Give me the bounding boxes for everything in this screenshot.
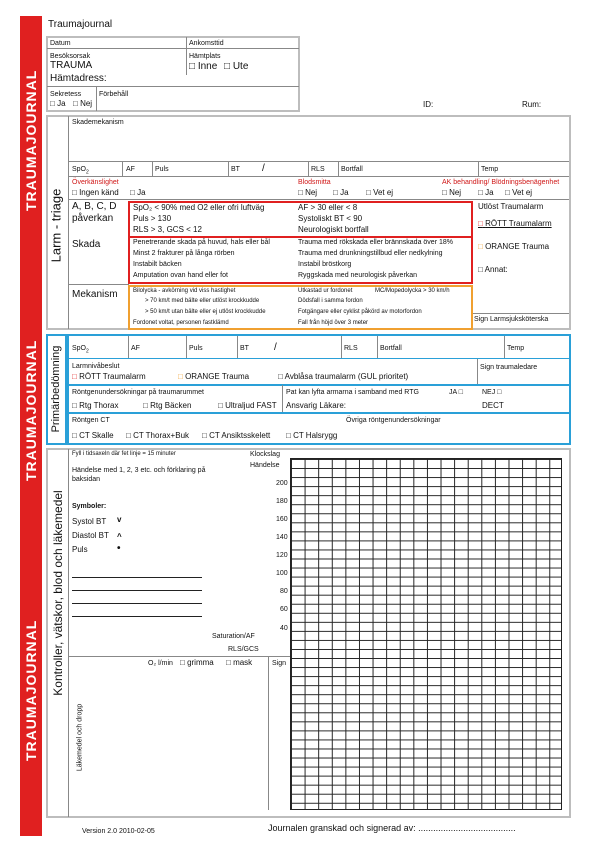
ct-ansikte-label: CT Ansiktsskelett xyxy=(209,431,271,440)
ingen-kand-label: Ingen känd xyxy=(79,188,119,197)
lyfta-nej-label: NEJ xyxy=(482,389,496,396)
avblasa-checkbox[interactable]: □ Avblåsa traumalarm (GUL prioritet) xyxy=(278,372,409,381)
mekanism-label: Mekanism xyxy=(72,289,118,300)
rtg-thorax-checkbox[interactable]: □ Rtg Thorax xyxy=(72,401,119,410)
y-tick-120: 120 xyxy=(276,552,288,559)
triage-rls-label: RLS xyxy=(311,166,325,173)
page-title: Traumajournal xyxy=(48,19,113,30)
sekretess-ja-checkbox[interactable]: □ Ja xyxy=(50,99,66,108)
handelse-note: Händelse med 1, 2, 3 etc. och förklaring på baksidan xyxy=(72,467,206,484)
rontgen-undersokningar-label: Röntgenundersökningar på traumarummet xyxy=(72,389,204,396)
mek-right-2[interactable]: Fall från höjd över 3 meter xyxy=(298,320,369,326)
diastol-symbol: ^ xyxy=(117,532,122,541)
strip-title-bottom: TRAUMAJOURNAL xyxy=(23,619,39,761)
utlost-traumalarm-label: Utlöst Traumalarm xyxy=(478,202,544,211)
skada-right-0[interactable]: Trauma med rökskada eller brännskada över 18% xyxy=(298,239,453,246)
ct-hals-checkbox[interactable]: □ CT Halsrygg xyxy=(286,431,338,440)
ute-checkbox[interactable]: □ Ute xyxy=(224,61,249,72)
triage-bortfall-label: Bortfall xyxy=(341,166,363,173)
triage-af-label: AF xyxy=(126,166,135,173)
ak-behandling-label: AK behandling/ Blödningsbenägenhet xyxy=(442,179,560,186)
ansvarig-lakare-label: Ansvarig Läkare: xyxy=(286,401,347,410)
skada-right-1[interactable]: Trauma med drunkningstillbud eller nedkylning xyxy=(298,250,443,257)
primar-rott-checkbox[interactable]: □ RÖTT Traumalarm xyxy=(72,372,146,381)
sekretess-label: Sekretess xyxy=(50,91,82,98)
skada-left-0[interactable]: Penetrerande skada på huvud, hals eller bål xyxy=(133,239,270,246)
primar-spo2-label: SpO$_2$ xyxy=(72,345,89,355)
ultraljud-checkbox[interactable]: □ Ultraljud FAST xyxy=(218,401,277,410)
lyfta-ja-label: JA xyxy=(449,389,457,396)
y-tick-200: 200 xyxy=(276,480,288,487)
inne-label: Inne xyxy=(197,61,218,72)
sign-traumaledare-label: Sign traumaledare xyxy=(480,364,538,371)
mask-label: mask xyxy=(233,658,253,667)
avblasa-label: Avblåsa traumalarm (GUL prioritet) xyxy=(284,372,409,381)
datum-label: Datum xyxy=(50,40,71,47)
blodsmitta-vetej-label: Vet ej xyxy=(373,188,394,197)
blodsmitta-nej-checkbox[interactable]: □ Nej xyxy=(298,188,318,197)
primar-puls-label: Puls xyxy=(189,345,203,352)
sign-column-label: Sign xyxy=(272,660,287,667)
ct-ansikte-checkbox[interactable]: □ CT Ansiktsskelett xyxy=(202,431,271,440)
o2-label: O₂ l/min xyxy=(148,660,173,667)
grimma-label: grimma xyxy=(187,658,214,667)
y-tick-80: 80 xyxy=(280,588,288,595)
mek-right-mc[interactable]: MC/Mopedolycka > 30 km/h xyxy=(375,288,450,294)
lyfta-nej-checkbox[interactable]: NEJ □ xyxy=(482,389,502,396)
primar-orange-label: ORANGE Trauma xyxy=(185,372,250,381)
ute-label: Ute xyxy=(232,61,249,72)
pat-kan-lyfta-label: Pat kan lyfta armarna i samband med RTG xyxy=(286,389,419,396)
rontgen-ct-label: Röntgen CT xyxy=(72,417,110,424)
triage-bt-slash: / xyxy=(262,163,265,174)
besoksorsak-value: TRAUMA xyxy=(50,60,93,71)
grimma-checkbox[interactable]: □ grimma xyxy=(180,658,214,667)
ct-thorax-checkbox[interactable]: □ CT Thorax+Buk xyxy=(126,431,190,440)
ct-thorax-label: CT Thorax+Buk xyxy=(133,431,190,440)
y-tick-100: 100 xyxy=(276,570,288,577)
puls-legend-label: Puls xyxy=(72,545,88,554)
abcd-left-2[interactable]: RLS > 3, GCS < 12 xyxy=(133,225,202,234)
triage-section-label: Larm - triage xyxy=(48,188,64,263)
primar-orange-checkbox[interactable]: □ ORANGE Trauma xyxy=(178,372,250,381)
overkanslighet-label: Överkänslighet xyxy=(72,179,119,186)
blodsmitta-vetej-checkbox[interactable]: □ Vet ej xyxy=(366,188,394,197)
sekretess-ja-label: Ja xyxy=(57,99,66,108)
skada-left-2[interactable]: Instabilt bäcken xyxy=(133,261,182,268)
mek-left-2: > 50 km/t utan bälte eller ej utlöst krockkudde xyxy=(145,309,266,315)
granskad-label: Journalen granskad och signerad av: ....................................... xyxy=(268,823,516,833)
y-tick-140: 140 xyxy=(276,534,288,541)
forbehall-label: Förbehåll xyxy=(99,91,129,98)
lyfta-ja-checkbox[interactable]: JA □ xyxy=(449,389,463,396)
lakemedel-label: Läkemedel och dropp xyxy=(76,703,84,772)
orange-trauma-checkbox[interactable]: □ ORANGE Trauma xyxy=(478,242,550,251)
triage-bt-label: BT xyxy=(231,166,240,173)
overkanslighet-ja-label: Ja xyxy=(137,188,146,197)
mek-right-1[interactable]: Fotgängare eller cyklist påkörd av motorfordon xyxy=(298,309,422,315)
ingen-kand-checkbox[interactable]: □ Ingen känd xyxy=(72,188,119,197)
mask-checkbox[interactable]: □ mask xyxy=(226,658,253,667)
rtg-thorax-label: Rtg Thorax xyxy=(79,401,119,410)
sign-larmsjukskoterska-label: Sign Larmsjuksköterska xyxy=(474,316,549,323)
mek-right-0[interactable]: Dödsfall i samma fordon xyxy=(298,298,363,304)
mek-left-3[interactable]: Fordonet voltat, personen fastklämd xyxy=(133,320,229,326)
rtg-backen-label: Rtg Bäcken xyxy=(150,401,192,410)
triage-spo2-label: SpO$_2$ xyxy=(72,166,89,176)
diastol-label: Diastol BT xyxy=(72,531,109,540)
strip-title-top: TRAUMAJOURNAL xyxy=(23,69,39,211)
ct-skalle-label: CT Skalle xyxy=(79,431,114,440)
abcd-right-0[interactable]: AF > 30 eller < 8 xyxy=(298,203,358,212)
puls-symbol: • xyxy=(117,543,121,554)
primar-rls-label: RLS xyxy=(344,345,358,352)
abcd-right-1[interactable]: Systoliskt BT < 90 xyxy=(298,214,363,223)
primar-rott-label: RÖTT Traumalarm xyxy=(79,372,146,381)
blodsmitta-label: Blodsmitta xyxy=(298,179,331,186)
primar-bortfall-label: Bortfall xyxy=(380,345,402,352)
larmnivabeslut-label: Larmnivåbeslut xyxy=(72,363,120,370)
primar-section-label: Primärbedömning xyxy=(50,345,62,433)
overkanslighet-ja-checkbox[interactable]: □ Ja xyxy=(130,188,146,197)
rott-traumalarm-label: RÖTT Traumalarm xyxy=(485,219,552,228)
ak-ja-label: Ja xyxy=(485,188,494,197)
vitals-grid[interactable] xyxy=(290,458,562,810)
skada-label: Skada xyxy=(72,239,101,250)
dect-label: DECT xyxy=(482,401,504,410)
annat-label: Annat: xyxy=(484,265,508,274)
blodsmitta-ja-label: Ja xyxy=(340,188,349,197)
rum-label: Rum: xyxy=(522,100,542,109)
primar-af-label: AF xyxy=(131,345,140,352)
skademekanism-label: Skademekanism xyxy=(72,119,124,126)
skada-right-3[interactable]: Ryggskada med neurologisk påverkan xyxy=(298,272,418,279)
y-tick-60: 60 xyxy=(280,606,288,613)
triage-puls-label: Puls xyxy=(155,166,169,173)
systol-symbol: v xyxy=(117,515,122,524)
sekretess-nej-label: Nej xyxy=(80,99,93,108)
skada-left-1[interactable]: Minst 2 frakturer på långa rörben xyxy=(133,250,235,257)
ankomsttid-label: Ankomsttid xyxy=(189,40,224,47)
strip-title-middle: TRAUMAJOURNAL xyxy=(23,339,39,481)
ultraljud-label: Ultraljud FAST xyxy=(225,401,277,410)
hamtplats-label: Hämtplats xyxy=(189,53,221,60)
skada-right-2[interactable]: Instabil bröstkorg xyxy=(298,261,352,268)
ct-hals-label: CT Halsrygg xyxy=(293,431,338,440)
primar-bt-label: BT xyxy=(240,345,249,352)
y-tick-180: 180 xyxy=(276,498,288,505)
ak-ja-checkbox[interactable]: □ Ja xyxy=(478,188,494,197)
paverkan-label: påverkan xyxy=(72,213,114,224)
id-label: ID: xyxy=(423,100,434,109)
ak-vetej-checkbox[interactable]: □ Vet ej xyxy=(505,188,533,197)
y-tick-40: 40 xyxy=(280,625,288,632)
primar-bt-slash: / xyxy=(274,342,277,353)
abcd-right-2[interactable]: Neurologiskt bortfall xyxy=(298,225,369,234)
kontroller-section-label: Kontroller, vätskor, blod och läkemedel xyxy=(51,490,65,696)
rott-traumalarm-checkbox[interactable]: □ RÖTT Traumalarm xyxy=(478,219,552,228)
blodsmitta-nej-label: Nej xyxy=(305,188,318,197)
abcd-label: A, B, C, D xyxy=(72,201,117,212)
ak-nej-checkbox[interactable]: □ Nej xyxy=(442,188,462,197)
triage-temp-label: Temp xyxy=(481,166,499,173)
ovriga-rontgen-label: Övriga röntgenundersökningar xyxy=(346,417,441,424)
sekretess-nej-checkbox[interactable]: □ Nej xyxy=(73,99,93,108)
saturation-label: Saturation/AF xyxy=(212,633,255,640)
ct-skalle-checkbox[interactable]: □ CT Skalle xyxy=(72,431,114,440)
besoksorsak-label: Besöksorsak xyxy=(50,53,91,60)
symboler-label: Symboler: xyxy=(72,503,107,510)
primar-temp-label: Temp xyxy=(507,345,525,352)
y-tick-160: 160 xyxy=(276,516,288,523)
orange-trauma-label: ORANGE Trauma xyxy=(485,242,550,251)
fyll-instruction: Fyll i tidsaxeln där fet linje = 15 minuter xyxy=(72,451,176,457)
annat-checkbox[interactable]: □ Annat: xyxy=(478,265,508,274)
version-label: Version 2.0 2010-02-05 xyxy=(82,828,155,835)
klockslag-label: Klockslag xyxy=(250,451,280,458)
skada-left-3[interactable]: Amputation ovan hand eller fot xyxy=(133,272,228,279)
rls-gcs-label: RLS/GCS xyxy=(228,646,259,653)
rtg-backen-checkbox[interactable]: □ Rtg Bäcken xyxy=(143,401,192,410)
ak-vetej-label: Vet ej xyxy=(512,188,533,197)
hamtadress-label: Hämtadress: xyxy=(50,73,107,84)
handelse-label: Händelse xyxy=(250,462,280,469)
ak-nej-label: Nej xyxy=(449,188,462,197)
abcd-left-1[interactable]: Puls > 130 xyxy=(133,214,172,223)
inne-checkbox[interactable]: □ Inne xyxy=(189,61,218,72)
mek-left-1: > 70 km/t med bälte eller utlöst krockkudde xyxy=(145,298,260,304)
mek-left-0[interactable]: Bilolycka - avkörning vid viss hastighet xyxy=(133,288,236,294)
abcd-left-0[interactable]: SpO₂ < 90% med O2 eller ofri luftväg xyxy=(133,203,265,212)
systol-label: Systol BT xyxy=(72,517,107,526)
mek-right-utkastad[interactable]: Utkastad ur fordonet xyxy=(298,288,353,294)
blodsmitta-ja-checkbox[interactable]: □ Ja xyxy=(333,188,349,197)
